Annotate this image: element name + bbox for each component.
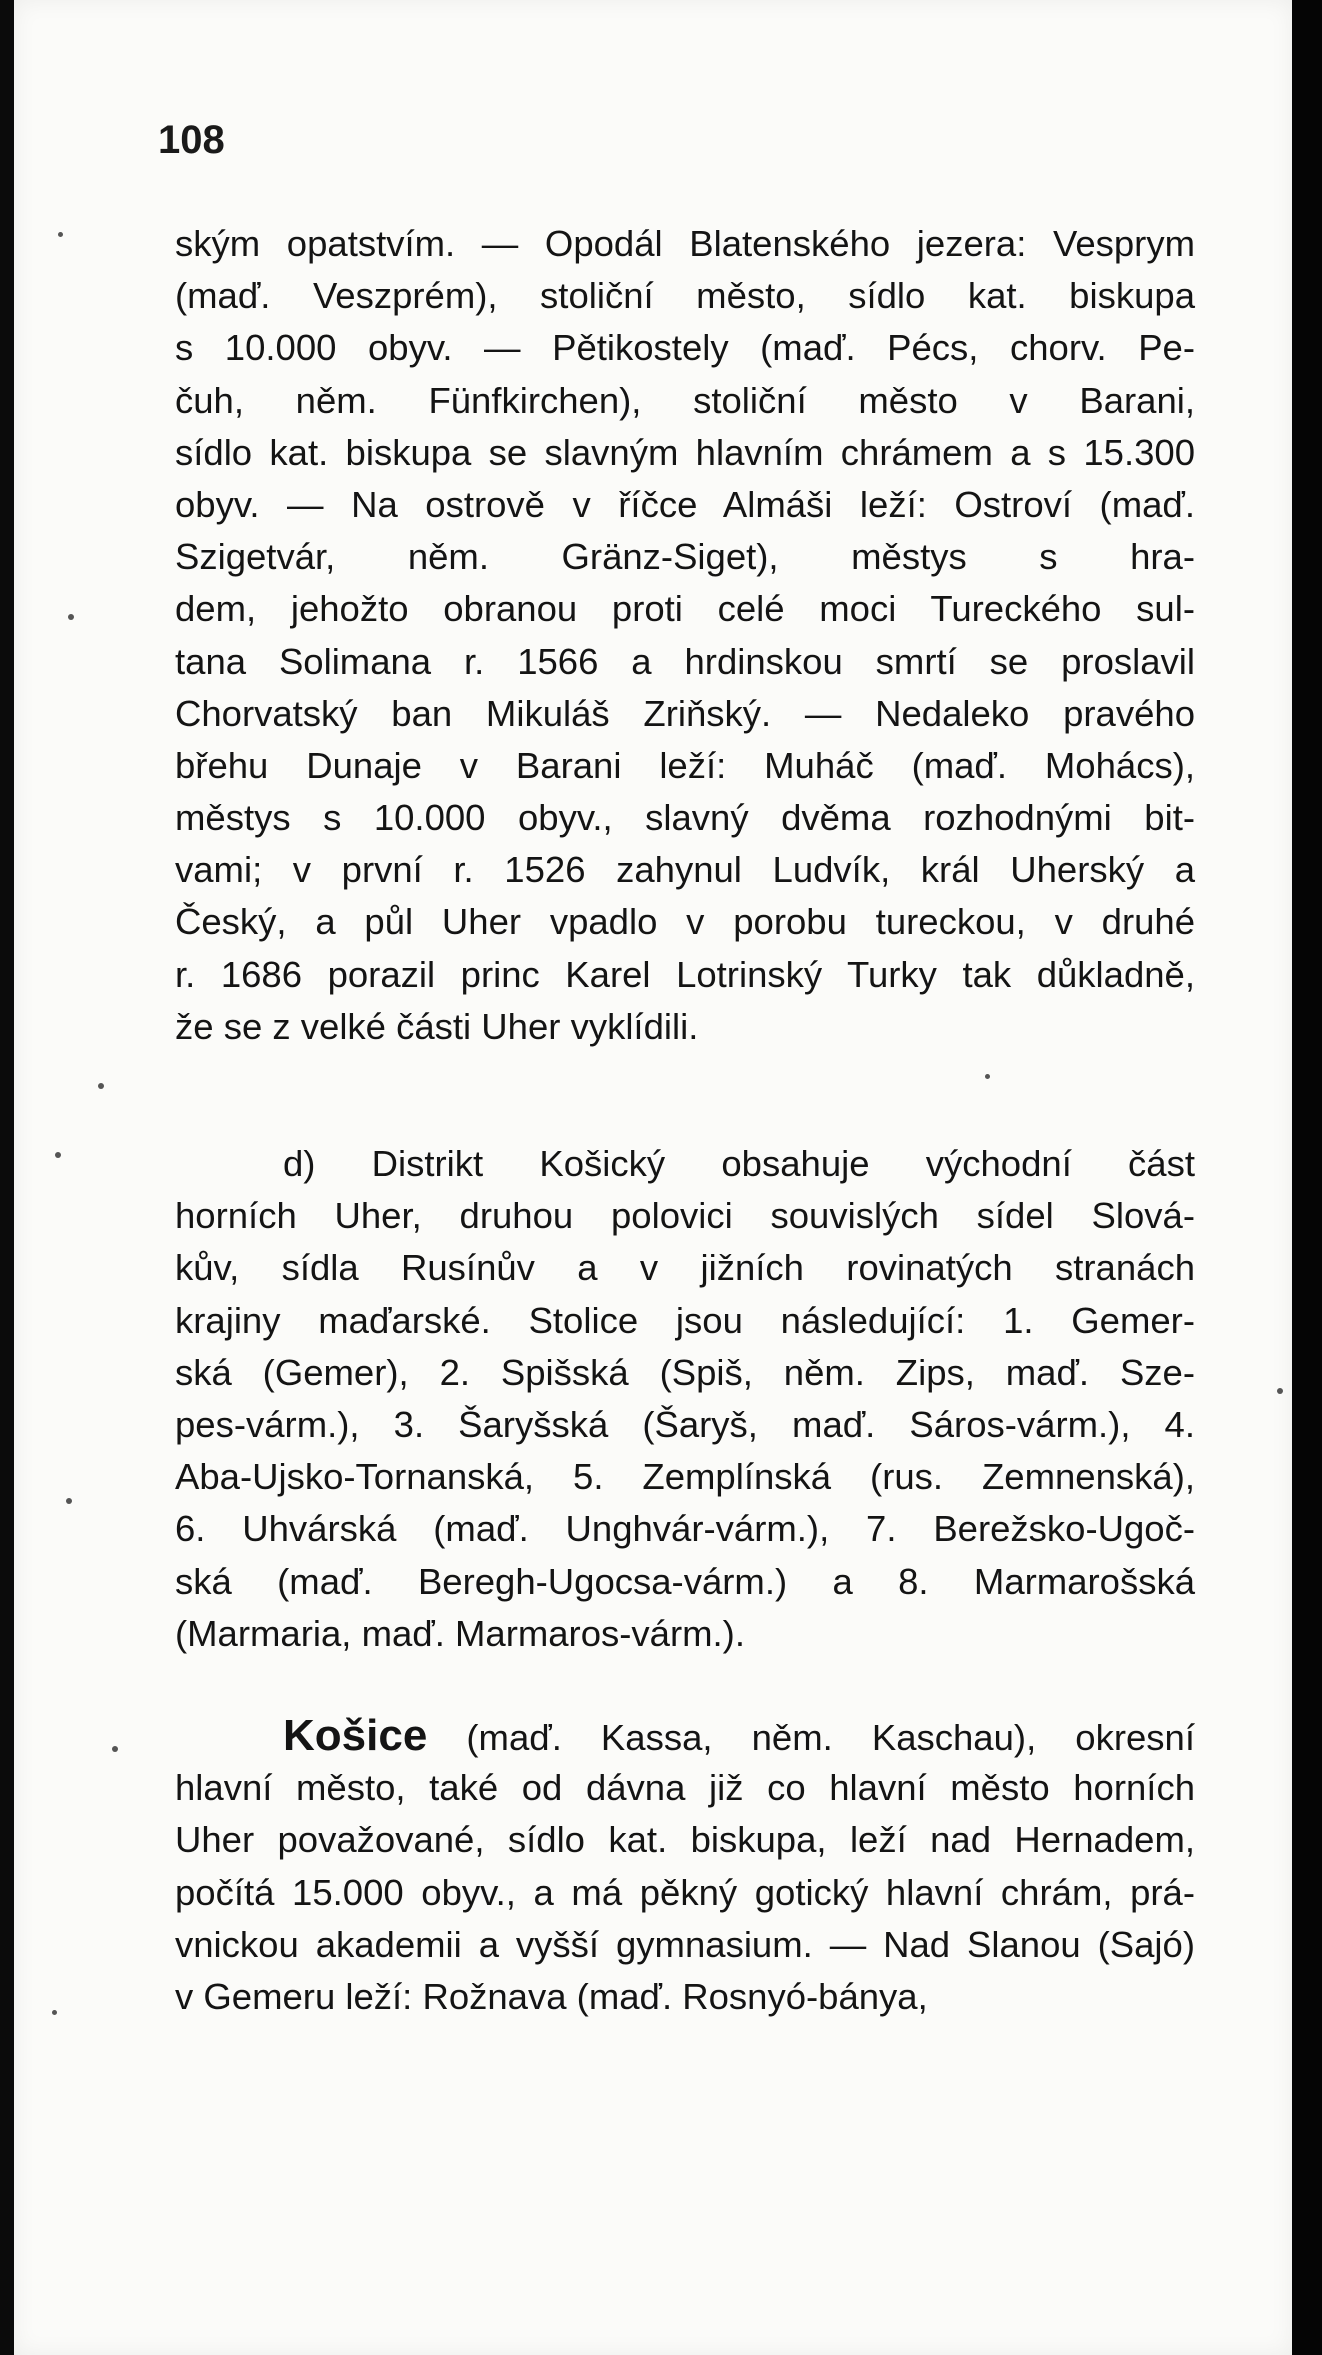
text-line: břehu Dunaje v Barani leží: Muháč (maď. Mohács),: [175, 744, 1195, 786]
text-line: v Gemeru leží: Rožnava (maď. Rosnyó-bánya,: [175, 1975, 928, 2017]
paragraph-3: [175, 1710, 1195, 2023]
scan-speck: [98, 1083, 104, 1089]
text-line: Košice (maď. Kassa, něm. Kaschau), okresní: [283, 1711, 1195, 1760]
text-line: horních Uher, druhou polovici souvislých sídel Slová-: [175, 1195, 1195, 1237]
text-line: Český, a půl Uher vpadlo v porobu tureckou, v druhé: [175, 901, 1195, 943]
page-number: 108: [158, 118, 225, 162]
scan-speck: [1277, 1388, 1283, 1394]
scan-speck: [52, 2010, 57, 2015]
text-line: dem, jehožto obranou proti celé moci Tureckého sul-: [175, 588, 1195, 630]
text-line: vnickou akademii a vyšší gymnasium. — Nad Slanou (Sajó): [175, 1923, 1195, 1965]
text-line: obyv. — Na ostrově v říčce Almáši leží: Ostroví (maď.: [175, 483, 1195, 525]
text-line: Uher považované, sídlo kat. biskupa, leží nad Hernadem,: [175, 1819, 1195, 1861]
text-line: počítá 15.000 obyv., a má pěkný gotický hlavní chrám, prá-: [175, 1871, 1195, 1913]
text-line: vami; v první r. 1526 zahynul Ludvík, král Uherský a: [175, 849, 1195, 891]
text-line: ská (Gemer), 2. Spišská (Spiš, něm. Zips, maď. Sze-: [175, 1351, 1195, 1393]
text-line: kův, sídla Rusínův a v jižních rovinatých stranách: [175, 1247, 1195, 1289]
text-line: tana Solimana r. 1566 a hrdinskou smrtí se proslavil: [175, 640, 1195, 682]
text-line: městys s 10.000 obyv., slavný dvěma rozhodnými bit-: [175, 797, 1195, 839]
text-line: krajiny maďarské. Stolice jsou následující: 1. Gemer-: [175, 1299, 1195, 1341]
text-line: (maď. Veszprém), stoliční město, sídlo kat. biskupa: [175, 275, 1195, 317]
text-line: Aba-Ujsko-Tornanská, 5. Zemplínská (rus. Zemnenská),: [175, 1456, 1195, 1498]
text-line: 6. Uhvárská (maď. Unghvár-várm.), 7. Berežsko-Ugoč-: [175, 1508, 1195, 1550]
text-line: hlavní město, také od dávna již co hlavní město horních: [175, 1767, 1195, 1809]
text-line: Szigetvár, něm. Gränz-Siget), městys s hra-: [175, 536, 1195, 578]
scan-speck: [58, 232, 63, 237]
scan-speck: [55, 1152, 61, 1158]
paragraph-1: [175, 218, 1195, 1053]
text-line: r. 1686 porazil princ Karel Lotrinský Turky tak důkladně,: [175, 953, 1195, 995]
scan-speck: [68, 614, 74, 620]
paragraph-2: [175, 1138, 1195, 1660]
text-line: že se z velké části Uher vyklídili.: [175, 1005, 699, 1047]
text-line: ská (maď. Beregh-Ugocsa-várm.) a 8. Marmarošská: [175, 1560, 1195, 1602]
scan-edge: [1292, 0, 1322, 2355]
text-line: (Marmaria, maď. Marmaros-várm.).: [175, 1612, 745, 1654]
text-line: sídlo kat. biskupa se slavným hlavním chrámem a s 15.300: [175, 431, 1195, 473]
text-line: pes-várm.), 3. Šaryšská (Šaryš, maď. Sáros-várm.), 4.: [175, 1403, 1195, 1445]
text-line: čuh, něm. Fünfkirchen), stoliční město v Barani,: [175, 379, 1195, 421]
text-line: d) Distrikt Košický obsahuje východní část: [283, 1143, 1195, 1184]
headword: Košice: [283, 1711, 428, 1760]
scan-speck: [112, 1746, 118, 1752]
text-line: ským opatstvím. — Opodál Blatenského jezera: Vesprym: [175, 223, 1195, 264]
scan-speck: [985, 1074, 990, 1079]
text-line: s 10.000 obyv. — Pětikostely (maď. Pécs, chorv. Pe-: [175, 327, 1195, 369]
scan-speck: [66, 1498, 72, 1504]
text-line: Chorvatský ban Mikuláš Zriňský. — Nedaleko pravého: [175, 692, 1195, 734]
